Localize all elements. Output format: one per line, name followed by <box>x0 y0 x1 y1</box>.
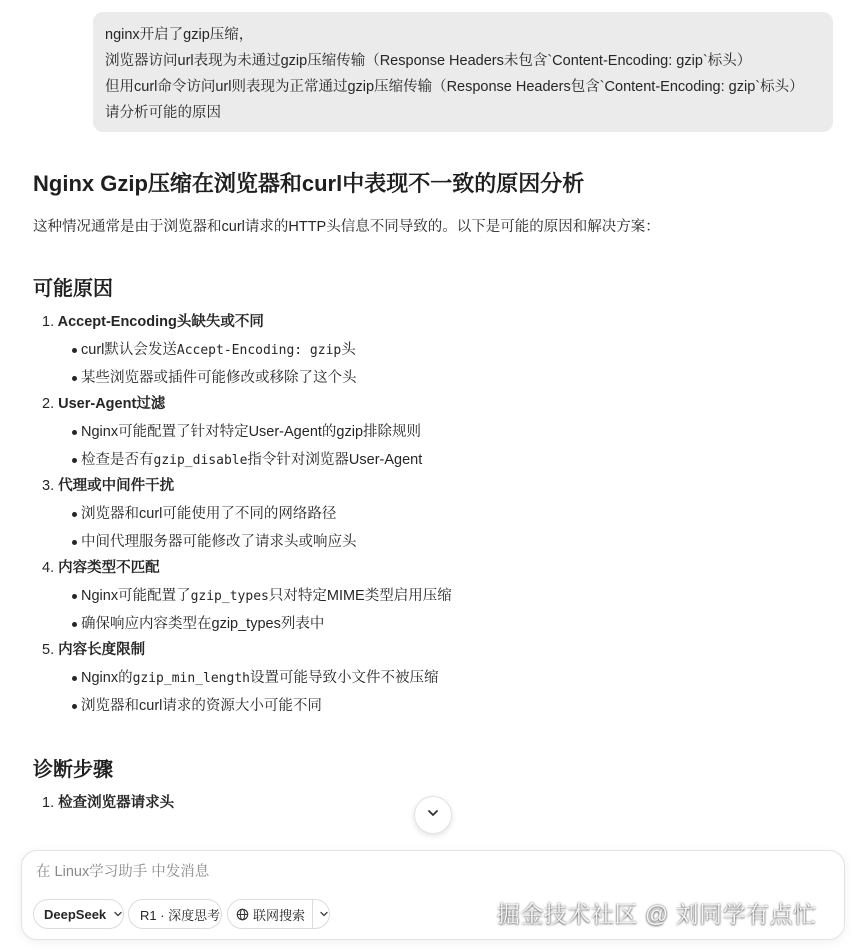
answer-title: Nginx Gzip压缩在浏览器和curl中表现不一致的原因分析 <box>33 171 585 196</box>
bullet-text: Nginx可能配置了针对特定User-Agent的gzip排除规则 <box>81 424 422 440</box>
user-message-line: 请分析可能的原因 <box>105 105 221 121</box>
list-item <box>42 311 833 389</box>
bullet-text: 确保响应内容类型在gzip_types列表中 <box>81 616 325 632</box>
message-input[interactable] <box>34 863 638 881</box>
model-select-button[interactable] <box>33 899 124 929</box>
user-message-bubble <box>93 12 833 132</box>
divider <box>312 899 313 929</box>
bullet-text: curl默认会发送 <box>81 342 177 358</box>
bullet-item <box>42 613 833 635</box>
bullet-text: 指令针对浏览器User-Agent <box>247 452 423 468</box>
bullet-text: 浏览器和curl请求的资源大小可能不同 <box>81 698 322 714</box>
web-search-label: 联网搜索 <box>253 907 306 923</box>
watermark: 掘金技术社区 @ 刘同学有点忙 <box>497 901 817 927</box>
list-item-title-text: 内容长度限制 <box>58 642 146 658</box>
list-item-number: 1. <box>42 314 55 330</box>
bullet-item <box>42 667 833 689</box>
bullet-text: 头 <box>341 342 356 358</box>
bullet-item <box>42 531 833 553</box>
list-item-number: 2. <box>42 396 55 412</box>
user-message-line: nginx开启了gzip压缩， <box>105 27 254 43</box>
list-item-title-text: 代理或中间件干扰 <box>58 478 175 494</box>
list-item <box>42 639 833 717</box>
list-item-title-text: Accept-Encoding头缺失或不同 <box>57 314 264 330</box>
list-item-title <box>42 475 833 497</box>
user-message-line: 但用curl命令访问url则表现为正常通过gzip压缩传输（Response Headers包含`Content-Encoding: gzip`标头） <box>105 79 804 95</box>
list-item <box>42 393 833 471</box>
bullet-item <box>42 503 833 525</box>
bullet-item <box>42 449 833 471</box>
bullet-item <box>42 421 833 443</box>
bullet-text: 某些浏览器或插件可能修改或移除了这个头 <box>81 370 357 386</box>
list-item-title-text: 内容类型不匹配 <box>58 560 160 576</box>
inline-code: gzip_min_length <box>132 671 250 686</box>
section-heading-diagnosis: 诊断步骤 <box>33 759 113 781</box>
inline-code: gzip_disable <box>153 453 248 468</box>
list-item-title <box>42 557 833 579</box>
chevron-down-icon <box>426 806 440 824</box>
deep-think-label: R1 · 深度思考 <box>140 907 221 923</box>
causes-list <box>33 311 833 717</box>
bullet-text: 只对特定MIME类型启用压缩 <box>268 588 452 604</box>
globe-icon <box>236 908 249 921</box>
list-item-title <box>42 393 833 415</box>
web-search-toggle[interactable] <box>227 899 330 929</box>
list-item-title <box>42 639 833 661</box>
inline-code: gzip_types <box>190 589 269 604</box>
inline-code: Accept-Encoding: gzip <box>176 343 342 358</box>
list-item-number: 1. <box>42 795 55 811</box>
bullet-item <box>42 695 833 717</box>
bullet-text: 浏览器和curl可能使用了不同的网络路径 <box>81 506 337 522</box>
chevron-down-icon <box>113 907 123 922</box>
list-item-title <box>42 311 833 333</box>
model-label: DeepSeek <box>44 906 107 922</box>
bullet-text: Nginx的 <box>81 670 133 686</box>
bullet-text: 检查是否有 <box>81 452 154 468</box>
deep-think-toggle[interactable] <box>128 899 222 929</box>
list-item <box>42 475 833 553</box>
scroll-to-bottom-button[interactable] <box>414 796 452 834</box>
list-item <box>42 557 833 635</box>
bullet-text: 中间代理服务器可能修改了请求头或响应头 <box>81 534 357 550</box>
bullet-item <box>42 367 833 389</box>
user-message-line: 浏览器访问url表现为未通过gzip压缩传输（Response Headers未包含`Content-Encoding: gzip`标头） <box>105 53 752 69</box>
list-item-title-text: 检查浏览器请求头 <box>58 795 175 811</box>
assistant-answer <box>33 166 833 814</box>
list-item-number: 3. <box>42 478 55 494</box>
bullet-item <box>42 585 833 607</box>
bullet-item <box>42 339 833 361</box>
chevron-down-icon[interactable] <box>319 907 329 922</box>
bullet-text: Nginx可能配置了 <box>81 588 191 604</box>
answer-intro: 这种情况通常是由于浏览器和curl请求的HTTP头信息不同导致的。以下是可能的原因和解决方案： <box>33 219 660 235</box>
list-item-number: 5. <box>42 642 55 658</box>
bullet-text: 设置可能导致小文件不被压缩 <box>249 670 439 686</box>
list-item-title-text: User-Agent过滤 <box>58 396 166 412</box>
section-heading-causes: 可能原因 <box>33 278 113 300</box>
list-item-number: 4. <box>42 560 55 576</box>
